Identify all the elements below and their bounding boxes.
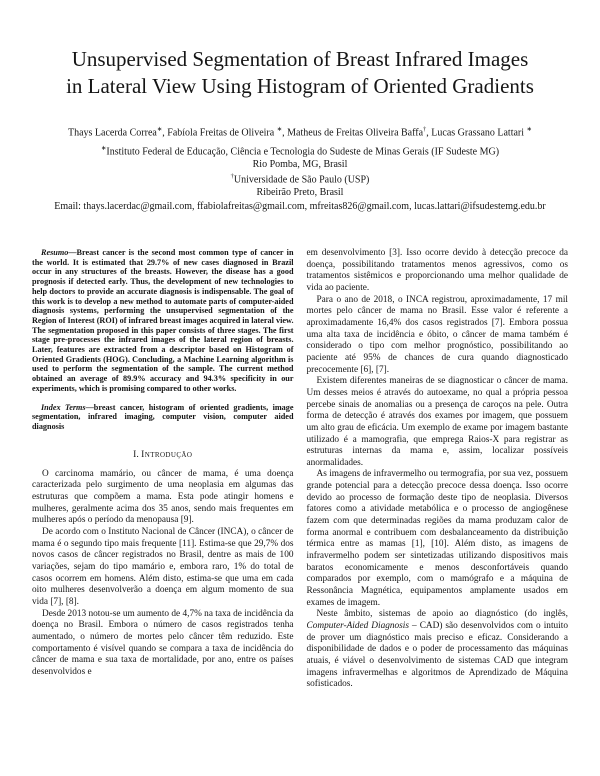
affiliation-line-2: Rio Pomba, MG, Brasil bbox=[252, 159, 348, 171]
intro-paragraph-2: De acordo com o Instituto Nacional de Câncer (INCA), o câncer de mama é o segundo tipo mais frequente [11]. Estima-se que 29,7% dos novos casos de câncer registrados no Brasil, dentre as mais de 100 variações, sejam do tipo mamário e, embora raro, 1% do total de casos ocorrem em homens. Além disto, estima-se que uma em cada oito mulheres desenvolverão a doença em algum momento de sua vida [7], [8]. bbox=[32, 526, 294, 607]
author-name: Lucas Grassano Lattari bbox=[431, 127, 527, 139]
author-name: Thays Lacerda Correa bbox=[67, 127, 157, 139]
author-mark: ∗ bbox=[526, 126, 532, 133]
authors-line bbox=[32, 123, 568, 139]
section-title: Introdução bbox=[141, 448, 193, 460]
intro-paragraph-7 bbox=[307, 609, 569, 691]
author-separator: , bbox=[282, 127, 288, 139]
right-column bbox=[307, 248, 569, 691]
affiliation-block bbox=[32, 143, 568, 199]
paragraph-text: Neste âmbito, sistemas de apoio ao diagnóstico (do inglês, bbox=[316, 609, 568, 620]
intro-paragraph-1: O carcinoma mamário, ou câncer de mama, é uma doença caracterizada pelo surgimento de uma neoplasia em algumas das estruturas que compõem a mama. Esta pode atingir homens e mulheres, geralmente acima dos 35 anos, sendo mais frequentes em mulheres após o período da menopausa [9]. bbox=[32, 468, 294, 526]
affiliation-line-4: Ribeirão Preto, Brasil bbox=[256, 187, 344, 199]
email-line: Email: thays.lacerdac@gmail.com, ffabiolafreitas@gmail.com, mfreitas826@gmail.com, lucas.lattari@ifsudestemg.edu.br bbox=[54, 200, 546, 212]
intro-paragraph-5: Existem diferentes maneiras de se diagnosticar o câncer de mama. Um desses meios é através do autoexame, no qual a própria pessoa percebe sinais de anomalias ou a presença de caroços na pele. Outra forma de detecção é através dos exames por imagem, que possuem um alto grau de eficácia. Um exemplo de exame por imagem bastante utilizado é a mamografia, que emprega Raios-X para registrar as estruturas internas da mama e, assim, localizar possíveis anormalidades. bbox=[306, 376, 568, 468]
index-terms-text: breast cancer, histogram of oriented gradients, image segmentation, infrared imaging, computer vision, computer aided diagnosis bbox=[32, 402, 294, 431]
author-separator: , bbox=[426, 127, 432, 139]
section-heading-introduction bbox=[32, 449, 294, 460]
author-separator: , bbox=[162, 127, 168, 139]
affiliation-text: Universidade de São Paulo (USP) bbox=[233, 174, 370, 186]
author-name: Fabíola Freitas de Oliveira bbox=[167, 127, 277, 139]
affiliation-mark: † bbox=[230, 173, 234, 181]
affiliation-line-3 bbox=[32, 171, 568, 187]
abstract-label: Resumo bbox=[41, 248, 69, 258]
index-terms-dash: — bbox=[85, 402, 94, 412]
paragraph-text: – CAD) são desenvolvidos com o intuito de prover um diagnóstico mais preciso e eficaz. Considerando a disponibilidade de dados e o poder de processamento das máquinas atuais, é viável o desenvolvimento de sistemas CAD que integram imagens infravermelhas e algoritmos de Aprendizado de Máquina sofisticados. bbox=[306, 621, 568, 690]
two-column-body bbox=[32, 248, 568, 691]
intro-paragraph-6: As imagens de infravermelho ou termografia, por sua vez, possuem grande potencial para a detecção precoce dessa doença. Isso ocorre devido ao processo de formação deste tipo de neoplasia. Diversos fatores como a atividade metabólica e o processo de angiogênese fazem com que determinadas regiões da mama produzam calor de forma anormal e contribuem com desbalanceamento da distribuição térmica entre as mamas [1], [10]. Além disto, as imagens de infravermelho podem ser sintetizadas utilizando dispositivos mais baratos economicamente e menos desconfortáveis quando comparados por exemplo, com o mamógrafo e a máquina de Ressonância Magnética, equipamentos amplamente usados em exames de imagem. bbox=[306, 469, 568, 608]
intro-paragraph-4: Para o ano de 2018, o INCA registrou, aproximadamente, 17 mil mortes pelo câncer de mama no Brasil. Esse valor é referente a aproximadamente 16,4% dos casos registrados [7]. Embora possua uma alta taxa de incidência e óbito, o câncer de mama também é considerado o tipo com melhor prognóstico, possibilitando ao paciente até 95% de chances de cura quando diagnosticado precocemente [6], [7]. bbox=[306, 294, 568, 375]
author-mark: † bbox=[423, 126, 427, 133]
author-name: Matheus de Freitas Oliveira Baffa bbox=[287, 127, 424, 139]
author-mark: ∗ bbox=[156, 126, 163, 133]
index-terms bbox=[32, 403, 294, 432]
paper-title: Unsupervised Segmentation of Breast Infrared Images in Lateral View Using Histogram of Oriented Gradients bbox=[66, 47, 534, 98]
abstract-dash: — bbox=[68, 248, 77, 258]
affiliation-line-1 bbox=[32, 143, 568, 159]
intro-paragraph-3: Desde 2013 notou-se um aumento de 4,7% na taxa de incidência da doença no Brasil. Embora o número de casos registrados tenha aumentado, o número de mortes pelo câncer têm reduzido. Este comportamento é visível quando se compara a taxa de incidência do câncer de mama e sua taxa de mortalidade, por ano, entre os países desenvolvidos e bbox=[32, 608, 294, 677]
page-content bbox=[0, 46, 600, 691]
author-mark: ∗ bbox=[276, 126, 283, 133]
abstract bbox=[32, 248, 294, 394]
affiliation-mark: ∗ bbox=[100, 145, 107, 153]
cad-term-italic: Computer-Aided Diagnosis bbox=[306, 621, 410, 632]
section-number: I. bbox=[133, 448, 139, 460]
affiliation-text: Instituto Federal de Educação, Ciência e Tecnologia do Sudeste de Minas Gerais (IF Sudeste MG) bbox=[106, 146, 500, 158]
intro-paragraph-3-continued: em desenvolvimento [3]. Isso ocorre devido à detecção precoce da doença, possibilitando tratamentos menos agressivos, como os tratamentos sistêmicos e proporcionando uma melhor qualidade de vida ao paciente. bbox=[306, 248, 568, 293]
index-terms-label: Index Terms bbox=[41, 402, 86, 412]
left-column bbox=[32, 248, 294, 691]
abstract-text: Breast cancer is the second most common type of cancer in the world. It is estimated that 29.7% of new cases diagnosed in Brazil occur in any structures of the breasts. However, the disease has a good prognosis if detected early. Thus, the development of new technologies to help doctors to provide an accurate diagnosis is indispensable. The goal of this work is to develop a new method to automate parts of computer-aided diagnosis systems, performing the unsupervised segmentation of the Region of Interest (ROI) of infrared breast images acquired in lateral view. The segmentation proposed in this paper consists of three stages. The first stage pre-processes the infrared images of the lateral region of breasts. Later, features are extracted from a descriptor based on Histogram of Oriented Gradients (HOG). Concluding, a Machine Learning algorithm is used to perform the segmentation of the sample. The current method obtained an average of 89.9% accuracy and 94.3% specificity in our experiments, which is promising compared to other works. bbox=[32, 248, 294, 393]
